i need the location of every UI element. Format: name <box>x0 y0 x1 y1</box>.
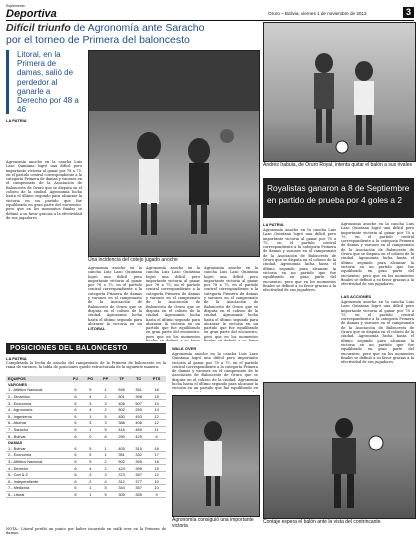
stat-cell: 6 <box>74 400 77 406</box>
stat-cell: 6 <box>74 478 77 484</box>
stat-cell: 5 <box>104 427 107 433</box>
lead-box <box>6 50 82 123</box>
stat-cell: 408 <box>135 420 142 426</box>
table-row <box>6 433 166 440</box>
table-row <box>6 478 166 485</box>
damas-group-label: DAMAS <box>8 440 23 446</box>
goalkeeper-illustration <box>264 383 415 518</box>
stat-cell: 6 <box>74 452 77 458</box>
team-name-cell: 2.- Economía <box>8 452 32 458</box>
table-row <box>6 491 166 498</box>
team-name-cell: 6.- Independiente <box>8 478 39 484</box>
stat-cell: 357 <box>135 472 142 478</box>
mid-subhead-litoral: LITORAL <box>88 326 106 331</box>
players-illustration <box>89 51 259 256</box>
stat-cell: 5 <box>89 459 92 465</box>
stat-cell: 2 <box>104 465 107 471</box>
stat-cell: 377 <box>135 478 142 484</box>
team-name-cell: 1.- Bolívar <box>8 445 26 451</box>
stat-cell: 4 <box>89 465 92 471</box>
table-row <box>6 452 166 459</box>
col-equipos: EQUIPOS <box>8 376 26 382</box>
stat-cell: 416 <box>118 427 125 433</box>
stat-cell: 16 <box>154 387 159 393</box>
walkover-text: Agronomía anoche en la cancha Luis Lazo Quintana logró una difícil pero importante victoria al ganar por 78 a 75, en el partido central correspondiente a la categoría Primera de damas y varones en el campeonato de la Asociación de Baloncesto de Oruro que se disputa en el coliseo de la ciudad. Agronomía lucha hasta el último segundo para alcanzar la victoria en un partido que fue equilibrado en <box>172 352 258 391</box>
table-row <box>6 400 166 407</box>
stat-cell: 4 <box>104 478 107 484</box>
standings-note: NOTA.- Litoral perdió un punto por haber incurrido en walk over en la Primera de damas. <box>6 527 166 536</box>
stat-cell: 0 <box>89 433 92 439</box>
mid-col-3: Agronomía anoche en la cancha Luis Lazo Quintana logró una difícil pero importante victoria al ganar por 78 a 75, en el partido central correspondiente a la categoría Primera de damas y varones en el campeonato de la Asociación de Baloncesto de Oruro que se disputa en el coliseo de la ciudad. Agronomía lucha hasta el último segundo para alcanzar la victoria en un partido que fue equilibrado en gran parte del encuentro, pero que en los momentos <box>204 266 258 339</box>
headline-line1: de Agronomía ante Saracho <box>70 22 205 34</box>
stat-cell: 6 <box>74 459 77 465</box>
right-col-1: Agronomía anoche en la cancha Luis Lazo Quintana logró una difícil pero importante victoria al ganar por 78 a 75, en el partido central correspondiente a la categoría Primera de damas y varones en el campeonato de la Asociación de Baloncesto de Oruro que se disputa en el coliseo de la ciudad. Agronomía lucha hasta el último segundo para alcanzar la victoria en un partido que fue equilibrado en gran parte del encuentro, pero que en los momentos finales se definió a su favor gracias a la efectividad de sus jugadores. <box>263 228 336 293</box>
stat-cell: 6 <box>74 394 77 400</box>
game-photo-top <box>88 50 260 257</box>
stat-cell: 5 <box>104 485 107 491</box>
right-col-2: Agronomía anoche en la cancha Luis Lazo Quintana logró una difícil pero importante victoria al ganar por 78 a 75, en el partido central correspondiente a la categoría Primera de damas y varones en el campeonato de la Asociación de Baloncesto de Oruro que se disputa en el coliseo de la ciudad. Agronomía lucha hasta el último segundo para alcanzar la victoria en un partido que fue equilibrado en gran parte del encuentro, pero que en los momentos finales se definió a su favor gracias a la efectividad de sus jugadores. <box>341 222 414 287</box>
right-headline-line2: en partido de prueba por 4 goles a 2 <box>267 195 403 205</box>
stat-cell: 3 <box>89 420 92 426</box>
team-name-cell: 5.- Ingenieros <box>8 413 32 419</box>
caption-bottom-right: Contaje espera el balón ante la vista del contrincante <box>263 519 381 525</box>
stat-cell: 6 <box>74 427 77 433</box>
varones-group-label: VARONES <box>8 381 27 387</box>
stat-cell: 6 <box>74 433 77 439</box>
lead-text: Litoral, en la Primera de damas, salió de perdedor al ganarle a Derecho por 48 a 46 <box>6 50 82 114</box>
team-name-cell: 3.- Economía <box>8 400 32 406</box>
team-name-cell: 7.- Medicina <box>8 485 30 491</box>
stat-cell: 405 <box>118 445 125 451</box>
stat-cell: 507 <box>135 400 142 406</box>
table-row <box>6 406 166 413</box>
standings-section-tag: LA PATRIA <box>6 356 27 361</box>
right-section-tag: LA PATRIA <box>263 222 284 227</box>
section-title: Deportiva <box>6 8 57 20</box>
stat-cell: 5 <box>89 387 92 393</box>
stat-cell: 351 <box>135 387 142 393</box>
stat-cell: 4 <box>89 394 92 400</box>
stat-cell: 6 <box>74 472 77 478</box>
main-headline <box>6 22 276 46</box>
stat-cell: 3 <box>104 400 107 406</box>
stat-cell: 469 <box>135 427 142 433</box>
right-headline-banner <box>263 178 414 218</box>
table-row <box>6 420 166 427</box>
stat-cell: 9 <box>155 491 158 497</box>
stat-cell: 6 <box>74 465 77 471</box>
col-pts: PTS <box>152 376 161 382</box>
table-row <box>6 413 166 420</box>
stat-cell: 1 <box>89 485 92 491</box>
stat-cell: 332 <box>135 452 142 458</box>
stat-cell: 5 <box>89 445 92 451</box>
stat-cell: 17 <box>154 452 159 458</box>
stat-cell: 14 <box>154 407 159 413</box>
team-name-cell: 8.- Bolívar <box>8 433 26 439</box>
section-prefix: Suplemento <box>6 4 25 8</box>
page-number: 3 <box>403 7 414 18</box>
stat-cell: 3 <box>89 400 92 406</box>
stat-cell: 5 <box>104 491 107 497</box>
stat-cell: 2 <box>104 459 107 465</box>
stat-cell: 1 <box>89 427 92 433</box>
table-row <box>6 465 166 472</box>
stat-cell: 6 <box>74 420 77 426</box>
col-tf: TF <box>119 376 124 382</box>
caption-top-right: Andrés Irabula, de Oruro Royal, intenta quitar el balón a sus rivales <box>263 162 412 168</box>
stat-cell: 10 <box>154 478 159 484</box>
stat-cell: 425 <box>135 433 142 439</box>
right-subhead-acciones: LAS ACCIONES <box>341 294 372 299</box>
stat-cell: 290 <box>118 433 125 439</box>
stat-cell: 395 <box>135 465 142 471</box>
stat-cell: 3 <box>104 472 107 478</box>
stat-cell: 1 <box>89 491 92 497</box>
col-pj: PJ <box>73 376 78 382</box>
caption-top-center: Una incidencia del cotejo jugado anoche <box>88 257 178 263</box>
team-name-cell: 1.- Atlético Nacional <box>8 387 43 393</box>
team-name-cell: 6.- Aboroa <box>8 420 26 426</box>
stat-cell: 355 <box>135 491 142 497</box>
standings-banner <box>6 343 166 354</box>
mid-subhead-walkover: WALK OVER <box>172 346 197 351</box>
soccer-players-illustration <box>264 23 415 161</box>
mid-col-1: Agronomía anoche en la cancha Luis Lazo Quintana logró una difícil pero importante victoria al ganar por 78 a 75, en el partido central correspondiente a la categoría Primera de damas y varones en el campeonato de la Asociación de Baloncesto de Oruro que se disputa en el coliseo de la ciudad. Agronomía lucha hasta el último segundo para alcanzar la victoria en un <box>88 266 142 326</box>
team-name-cell: 4.- Agronomía <box>8 407 33 413</box>
col-pg: PG <box>87 376 94 382</box>
stat-cell: 1 <box>104 445 107 451</box>
stat-cell: 16 <box>154 459 159 465</box>
soccer-photo-top <box>263 22 416 162</box>
left-column-text: Agronomía anoche en la cancha Luis Lazo Quintana logró una difícil pero importante victoria al ganar por 78 a 75, en el partido central correspondiente a la categoría Primera de damas y varones en el campeonato de la Asociación de Baloncesto de Oruro que se disputa en el coliseo de la ciudad. Agronomía lucha hasta el último segundo para alcanzar la victoria en un partido que fue equilibrado en gran parte del encuentro, pero que en los momentos finales se definió a su favor gracias a la efectividad de sus jugadores. <box>6 160 82 220</box>
team-name-cell: 7.- Saracho <box>8 427 29 433</box>
stat-cell: 395 <box>135 459 142 465</box>
stat-cell: 373 <box>118 472 125 478</box>
stat-cell: 351 <box>118 452 125 458</box>
stat-cell: 6 <box>74 407 77 413</box>
table-row <box>6 485 166 492</box>
stat-cell: 424 <box>118 465 125 471</box>
team-name-cell: 5.- Carl & Z <box>8 472 28 478</box>
stat-cell: 3 <box>89 472 92 478</box>
game-photo-bottom <box>172 395 260 517</box>
player-illustration-bottom <box>173 396 259 516</box>
stat-cell: 315 <box>135 445 142 451</box>
stat-cell: 2 <box>89 478 92 484</box>
stat-cell: 15 <box>154 465 159 471</box>
stat-cell: 398 <box>135 394 142 400</box>
stat-cell: 16 <box>154 445 159 451</box>
stat-cell: 12 <box>154 413 159 419</box>
stat-cell: 5 <box>104 413 107 419</box>
col-pp: PP <box>103 376 109 382</box>
team-name-cell: 3.- Atlético Nacional <box>8 459 43 465</box>
stat-cell: 3 <box>104 420 107 426</box>
stat-cell: 305 <box>118 491 125 497</box>
standings-intro: Completada la fecha de anoche del campeonato de la Primera de baloncesto en la rama de varones, la tabla de posiciones quedó estructurada de la siguiente manera: <box>6 361 166 370</box>
stat-cell: 6 <box>74 413 77 419</box>
headline-kicker: Difícil triunfo <box>6 22 71 34</box>
team-name-cell: 2.- Dinámico <box>8 394 30 400</box>
table-row <box>6 426 166 433</box>
stat-cell: 4 <box>89 407 92 413</box>
right-col-2b: Agronomía anoche en la cancha Luis Lazo Quintana logró una difícil pero importante victoria al ganar por 78 a 75, en el partido central correspondiente a la categoría Primera de damas y varones en el campeonato de la Asociación de Baloncesto de Oruro que se disputa en el coliseo de la ciudad. Agronomía lucha hasta el último segundo para alcanzar la victoria en un partido que fue equilibrado en gran parte del encuentro, pero que en los momentos finales se definió a su favor gracias a la efectividad de sus jugadores. <box>341 300 414 365</box>
lead-section-tag: LA PATRIA <box>6 118 27 124</box>
stat-cell: 450 <box>118 413 125 419</box>
soccer-photo-bottom <box>263 382 416 519</box>
stat-cell: 12 <box>154 472 159 478</box>
stat-cell: 10 <box>154 485 159 491</box>
stat-cell: 501 <box>118 394 125 400</box>
stat-cell: 14 <box>154 400 159 406</box>
standings-table <box>6 376 166 498</box>
team-name-cell: 4.- Derecho <box>8 465 29 471</box>
stat-cell: 545 <box>118 387 125 393</box>
stat-cell: 5 <box>89 452 92 458</box>
stat-cell: 357 <box>135 485 142 491</box>
stat-cell: 11 <box>154 427 159 433</box>
stat-cell: 2 <box>104 407 107 413</box>
mid-article <box>88 266 258 341</box>
stat-cell: 250 <box>135 407 142 413</box>
stat-cell: 2 <box>104 394 107 400</box>
stat-cell: 406 <box>118 400 125 406</box>
stat-cell: 12 <box>154 420 159 426</box>
mid-col-2: Agronomía anoche en la cancha Luis Lazo Quintana logró una difícil pero importante victoria al ganar por 78 a 75, en el partido central correspondiente a la categoría Primera de damas y varones en el campeonato de la Asociación de Baloncesto de Oruro que se disputa en el coliseo de la ciudad. Agronomía lucha hasta el último segundo para alcanzar la victoria en un partido que fue equilibrado en gran parte del encuentro, pero que en los momentos <box>146 266 200 339</box>
stat-cell: 6 <box>74 485 77 491</box>
col-tc: TC <box>136 376 142 382</box>
table-row <box>6 393 166 400</box>
stat-cell: 502 <box>118 459 125 465</box>
stat-cell: 344 <box>118 485 125 491</box>
table-row <box>6 458 166 465</box>
caption-bottom-center: Agronomía consiguió una importante victoria <box>172 517 254 529</box>
stat-cell: 1 <box>89 413 92 419</box>
team-name-cell: 8.- Litoral <box>8 491 25 497</box>
dateline: Oruro – Bolivia, viernes 1 de noviembre de 2013 <box>268 11 367 16</box>
stat-cell: 1 <box>104 387 107 393</box>
header-rule <box>6 20 414 21</box>
stat-cell: 6 <box>155 433 158 439</box>
stat-cell: 493 <box>135 413 142 419</box>
stat-cell: 502 <box>118 407 125 413</box>
stat-cell: 6 <box>74 445 77 451</box>
headline-line2: por el torneo de Primera del baloncesto <box>6 34 190 46</box>
stat-cell: 6 <box>74 491 77 497</box>
stat-cell: 6 <box>104 433 107 439</box>
table-row <box>6 471 166 478</box>
stat-cell: 15 <box>154 394 159 400</box>
stat-cell: 388 <box>118 420 125 426</box>
standings-title: POSICIONES DEL BALONCESTO <box>10 345 128 352</box>
right-headline-line1: Royalistas ganaron a 8 de Septiembre <box>267 183 410 193</box>
stat-cell: 1 <box>104 452 107 458</box>
stat-cell: 312 <box>118 478 125 484</box>
masthead <box>6 4 414 20</box>
stat-cell: 6 <box>74 387 77 393</box>
